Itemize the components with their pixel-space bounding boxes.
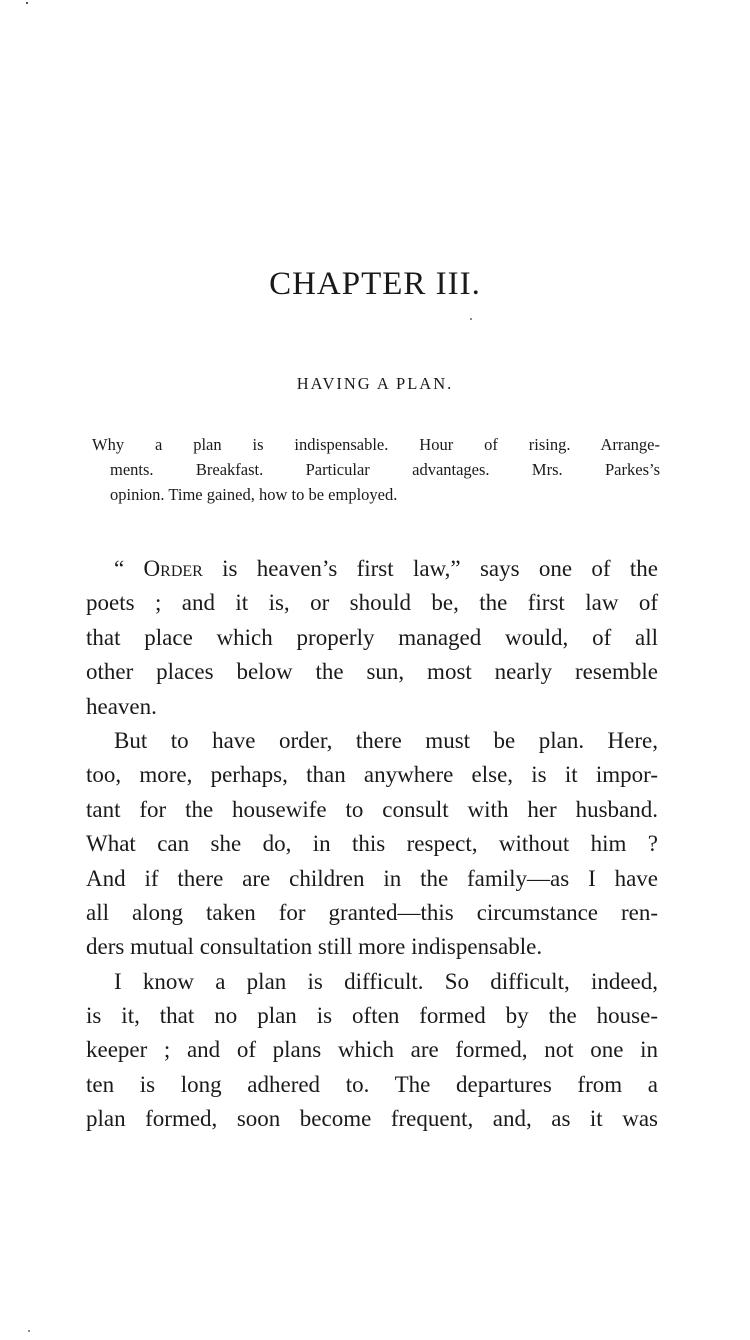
paragraph-3-line: I know a plan is difficult. So difficult, indeed, [114,968,658,994]
chapter-summary [92,432,660,507]
summary-line: ments. Breakfast. Particular advantages. Mrs. Parkes’s [110,460,660,479]
paragraph-2-line: too, more, perhaps, than anywhere else, is it impor- [86,762,658,788]
paragraph-3-line: keeper ; and of plans which are formed, not one in [86,1037,658,1063]
paragraph-1-line: that place which properly managed would, of all [86,624,658,650]
scan-speck [28,1330,30,1332]
section-title: HAVING A PLAN. [296,374,454,393]
paragraph-3-line: is it, that no plan is often formed by the house- [86,1003,658,1029]
body-text [86,552,658,1137]
paragraph-3-line: plan formed, soon become frequent, and, as it was [86,1106,658,1132]
summary-line: opinion. Time gained, how to be employed. [110,485,398,504]
paragraph-2-line: What can she do, in this respect, without him ? [86,831,658,857]
chapter-title: CHAPTER III. [269,266,481,302]
paragraph-2-line: ders mutual consultation still more indispensable. [86,934,543,960]
paragraph-2-line: But to have order, there must be plan. Here, [114,727,658,753]
paragraph-2-line: all along taken for granted—this circumstance ren- [86,899,658,925]
scan-speck [470,318,472,320]
paragraph-2-line: tant for the housewife to consult with her husband. [86,796,658,822]
paragraph-1-line: other places below the sun, most nearly resemble [86,659,658,685]
open-quote: “ [114,556,144,581]
first-line-rest: is heaven’s first law,” says one of the [202,556,658,581]
paragraph-1-line: poets ; and it is, or should be, the first law of [86,590,658,616]
paragraph-1-line [86,552,658,586]
small-caps-word: Order [143,556,203,581]
summary-line: Why a plan is indispensable. Hour of rising. Arrange- [92,435,660,454]
scan-speck [26,2,28,4]
paragraph-3-line: ten is long adhered to. The departures from a [86,1071,658,1097]
paragraph-1-line: heaven. [86,693,157,719]
paragraph-2-line: And if there are children in the family—as I have [86,865,658,891]
